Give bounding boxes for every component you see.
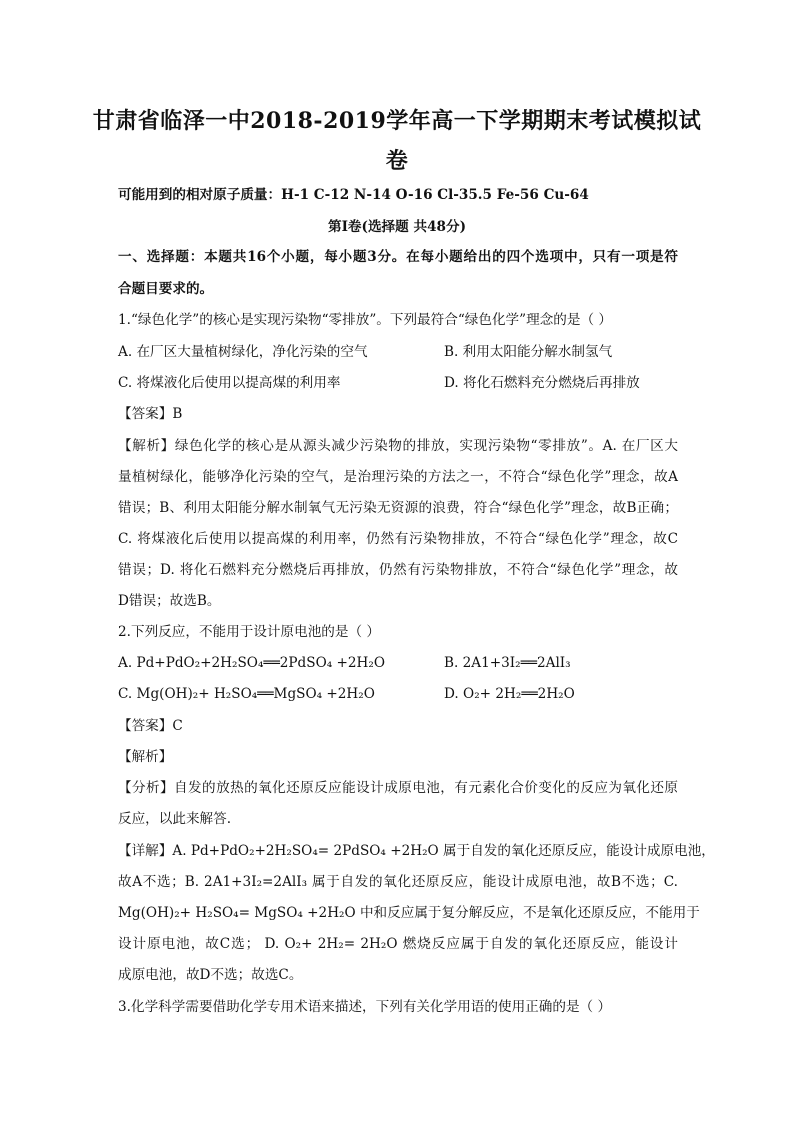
q1-option-d: D. 将化石燃料充分燃烧后再排放 — [444, 375, 640, 391]
q2-option-a: A. Pd+PdO₂+2H₂SO₄══2PdSO₄ +2H₂O — [118, 655, 385, 671]
page-title-continued: 卷 — [385, 148, 409, 174]
q2-option-d: D. O₂+ 2H₂══2H₂O — [444, 686, 575, 702]
q1-stem: 1.“绿色化学”的核心是实现污染物“零排放”。下列最符合“绿色化学”理念的是（ ） — [118, 312, 612, 328]
page-title: 甘肃省临泽一中2018-2019学年高一下学期期末考试模拟试 — [92, 108, 702, 134]
atomic-masses: 可能用到的相对原子质量：H-1 C-12 N-14 O-16 Cl-35.5 Fe-56 Cu-64 — [118, 187, 589, 203]
q1-analysis-line: C. 将煤液化后使用以提高煤的利用率，仍然有污染物排放，不符合“绿色化学”理念，故C — [118, 531, 678, 547]
q2-stem: 2.下列反应，不能用于设计原电池的是（ ） — [118, 624, 380, 640]
q1-analysis-line: 【解析】绿色化学的核心是从源头减少污染物的排放，实现污染物“零排放”。A. 在厂区大 — [118, 438, 678, 454]
q3-stem: 3.化学科学需要借助化学专用术语来描述，下列有关化学用语的使用正确的是（ ） — [118, 999, 612, 1015]
q2-xiangjie-line: 【详解】A. Pd+PdO₂+2H₂SO₄= 2PdSO₄ +2H₂O 属于自发的氧化还原反应，能设计成原电池， — [118, 843, 715, 859]
instructions-line-1: 一、选择题：本题共16个小题，每小题3分。在每小题给出的四个选项中，只有一项是符 — [118, 249, 678, 265]
q2-xiangjie-line: 设计原电池，故C选； D. O₂+ 2H₂= 2H₂O 燃烧反应属于自发的氧化还原反应，能设计 — [118, 936, 678, 952]
q1-analysis-line: 量植树绿化，能够净化污染的空气，是治理污染的方法之一，不符合“绿色化学”理念，故A — [118, 469, 678, 485]
q1-option-a: A. 在厂区大量植树绿化，净化污染的空气 — [118, 344, 368, 360]
q2-xiangjie-line: 成原电池，故D不选；故选C。 — [118, 967, 303, 983]
q2-analysis-label: 【解析】 — [118, 749, 173, 765]
q2-option-c: C. Mg(OH)₂+ H₂SO₄══MgSO₄ +2H₂O — [118, 686, 375, 702]
instructions-line-2: 合题目要求的。 — [118, 281, 214, 297]
q2-xiangjie-line: Mg(OH)₂+ H₂SO₄= MgSO₄ +2H₂O 中和反应属于复分解反应，不是氧化还原反应，不能用于 — [118, 905, 700, 921]
q1-option-b: B. 利用太阳能分解水制氢气 — [444, 344, 613, 360]
q1-analysis-line: D错误；故选B。 — [118, 593, 221, 609]
q1-analysis-line: 错误；D. 将化石燃料充分燃烧后再排放，仍然有污染物排放，不符合“绿色化学”理念，故 — [118, 562, 678, 578]
q1-option-c: C. 将煤液化后使用以提高煤的利用率 — [118, 375, 341, 391]
q2-xiangjie-line: 故A不选；B. 2A1+3I₂=2AlI₃ 属于自发的氧化还原反应，能设计成原电池，故B不选；C. — [118, 874, 678, 890]
q2-fenxi-line: 反应，以此来解答. — [118, 811, 232, 827]
q1-analysis-line: 错误；B、利用太阳能分解水制氧气无污染无资源的浪费，符合“绿色化学”理念，故B正确； — [118, 500, 678, 516]
q2-answer: 【答案】C — [118, 718, 183, 734]
section-heading: 第Ⅰ卷(选择题 共48分) — [327, 219, 467, 235]
q1-answer: 【答案】B — [118, 406, 183, 422]
q2-option-b: B. 2A1+3I₂══2AlI₃ — [444, 655, 571, 671]
q2-fenxi-line: 【分析】自发的放热的氧化还原反应能设计成原电池，有元素化合价变化的反应为氧化还原 — [118, 780, 678, 796]
